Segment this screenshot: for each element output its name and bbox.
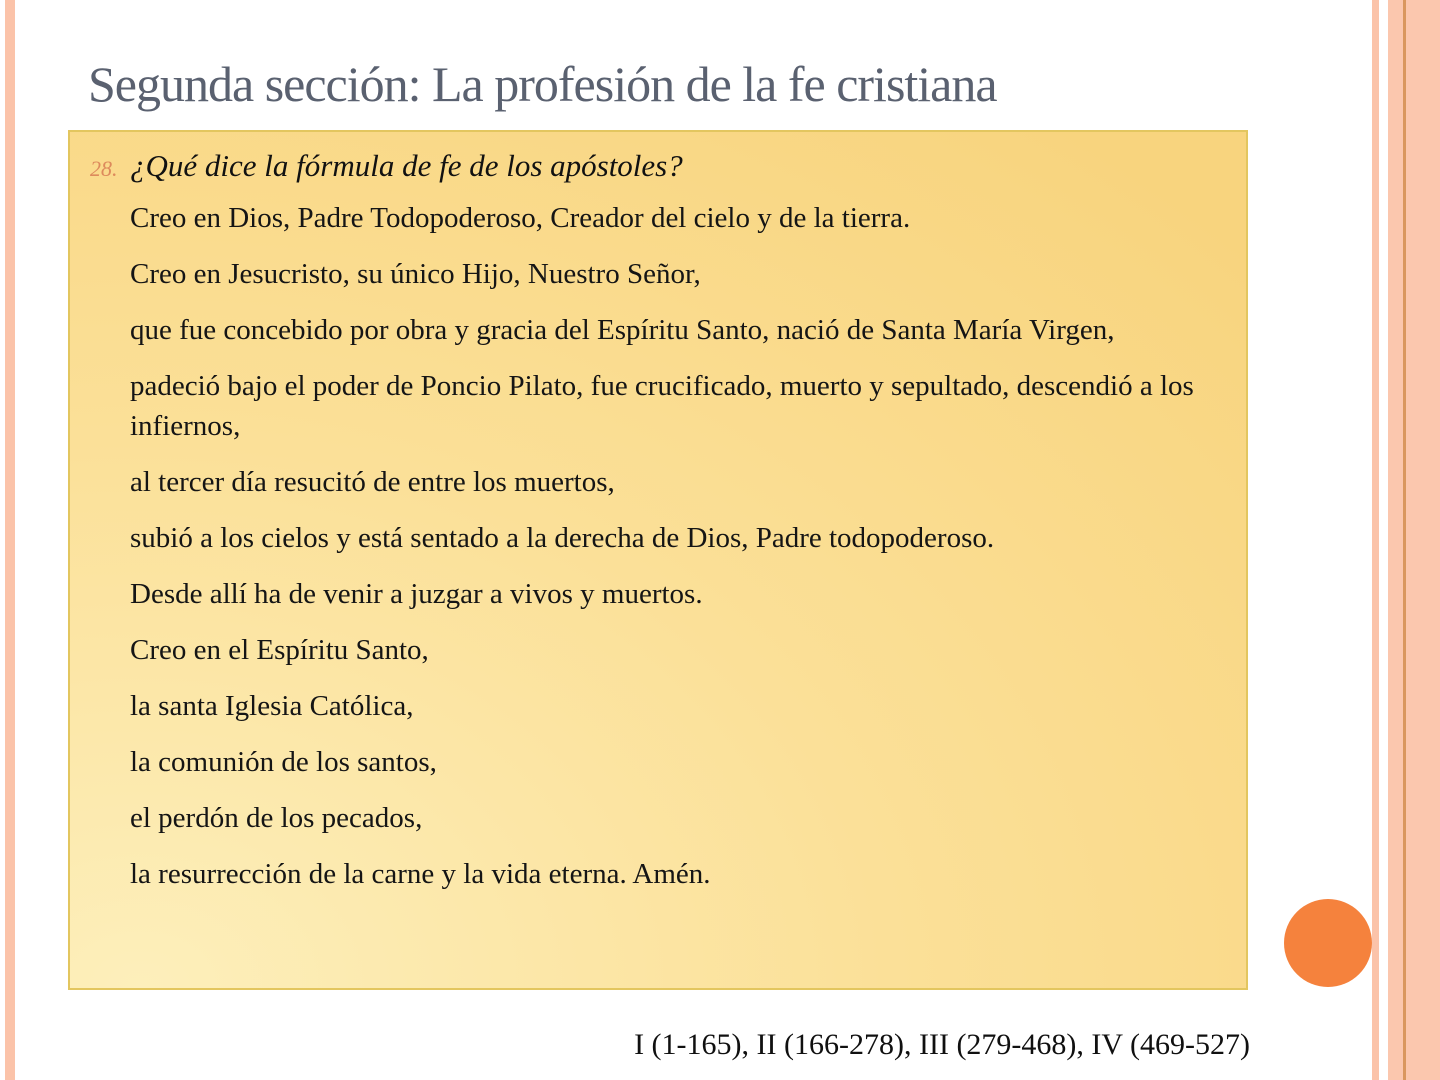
creed-line: la resurrección de la carne y la vida eterna. Amén. [130, 858, 711, 890]
creed-text-block [90, 198, 1201, 894]
creed-line: padeció bajo el poder de Poncio Pilato, fue crucificado, muerto y sepultado, descendió a los infiernos, [130, 370, 1194, 442]
slide-title: Segunda sección: La profesión de la fe cristiana [88, 56, 997, 112]
decorative-circle [1284, 899, 1372, 987]
creed-line: subió a los cielos y está sentado a la derecha de Dios, Padre todopoderoso. [130, 522, 995, 554]
creed-line: Creo en el Espíritu Santo, [130, 634, 429, 666]
question-row [90, 148, 1201, 184]
question-text: ¿Qué dice la fórmula de fe de los apóstoles? [130, 148, 683, 183]
right-edge-thin-stripe [1372, 0, 1379, 1080]
creed-line: la santa Iglesia Católica, [130, 690, 414, 722]
creed-line: Creo en Jesucristo, su único Hijo, Nuestro Señor, [130, 258, 701, 290]
creed-line: la comunión de los santos, [130, 746, 437, 778]
footer-reference: I (1-165), II (166-278), III (279-468), IV (469-527) [634, 1028, 1250, 1061]
creed-line: Desde allí ha de venir a juzgar a vivos y muertos. [130, 578, 703, 610]
question-number: 28. [90, 156, 118, 181]
creed-line: el perdón de los pecados, [130, 802, 423, 834]
right-edge-band [1388, 0, 1440, 1080]
creed-line: Creo en Dios, Padre Todopoderoso, Creador del cielo y de la tierra. [130, 202, 911, 234]
creed-line: que fue concebido por obra y gracia del Espíritu Santo, nació de Santa María Virgen, [130, 314, 1115, 346]
creed-line: al tercer día resucitó de entre los muertos, [130, 466, 615, 498]
left-edge-stripe [5, 0, 15, 1080]
right-edge-accent-line [1403, 0, 1406, 1080]
creed-content-box [68, 130, 1248, 990]
